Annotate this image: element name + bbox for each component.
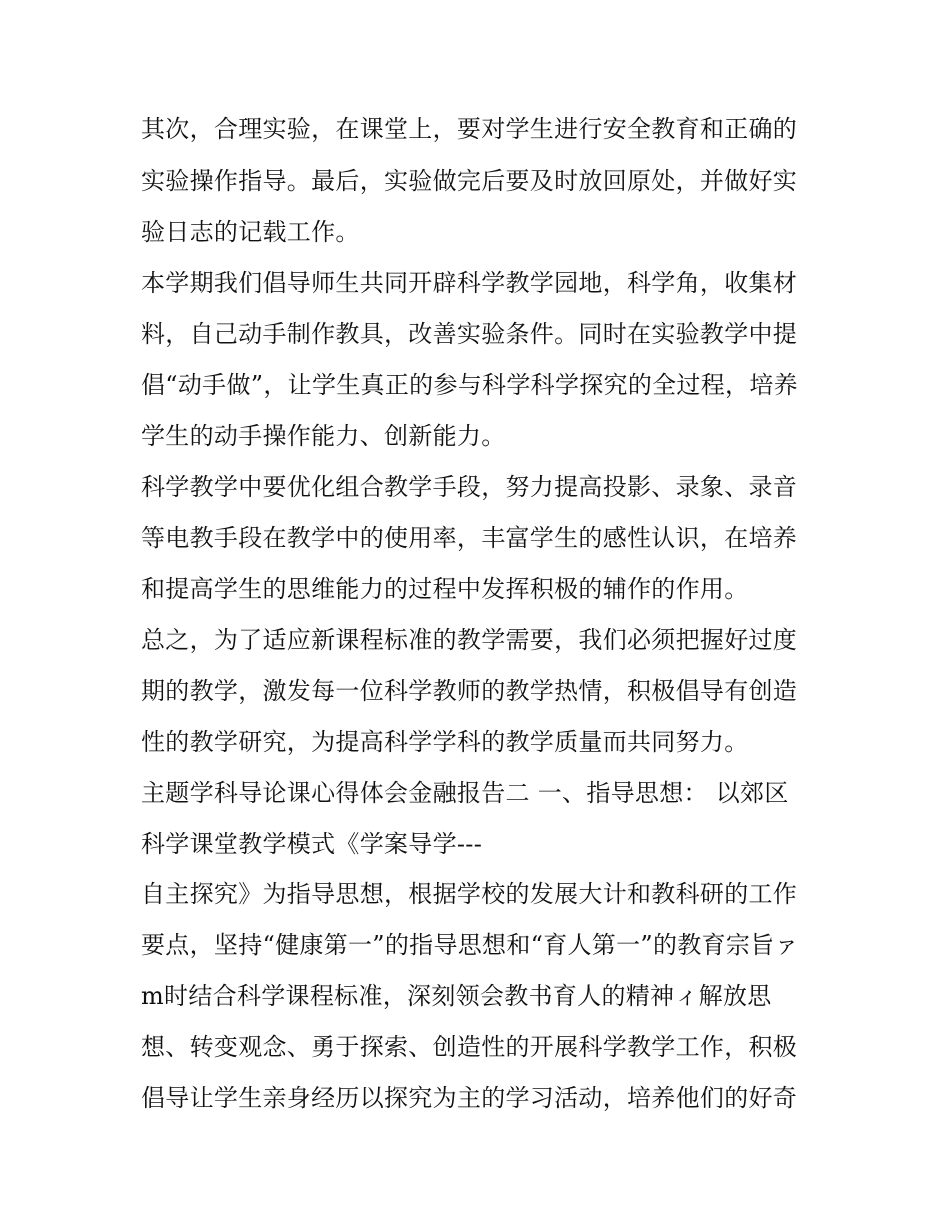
text-line: 期的教学，激发每一位科学教师的教学热情，积极倡导有创造 — [141, 677, 798, 705]
text-line: 倡“动手做”，让学生真正的参与科学科学探究的全过程，培养 — [141, 371, 798, 399]
text-line: 科学教学中要优化组合教学手段，努力提高投影、录象、录音 — [141, 473, 798, 501]
text-line: 验日志的记载工作。 — [141, 218, 360, 246]
text-line: 料，自己动手制作教具，改善实验条件。同时在实验教学中提 — [141, 320, 798, 348]
text-line: 主题学科导论课心得体会金融报告二 一、指导思想： 以郊区 — [141, 779, 789, 807]
text-line: 学生的动手操作能力、创新能力。 — [141, 422, 506, 450]
text-line: 自主探究》为指导思想，根据学校的发展大计和教科研的工作 — [141, 880, 798, 908]
text-line: 其次，合理实验，在课堂上，要对学生进行安全教育和正确的 — [141, 115, 798, 143]
text-line: 和提高学生的思维能力的过程中发挥积极的辅作的作用。 — [141, 575, 749, 603]
text-line: m时结合科学课程标准，深刻领会教书育人的精神ィ解放思 — [141, 982, 772, 1010]
text-line: 实验操作指导。最后，实验做完后要及时放回原处，并做好实 — [141, 167, 798, 195]
text-line: 等电教手段在教学中的使用率，丰富学生的感性认识，在培养 — [141, 524, 798, 552]
text-line: 想、转变观念、勇于探索、创造性的开展科学教学工作，积极 — [141, 1033, 798, 1061]
text-line: 倡导让学生亲身经历以探究为主的学习活动，培养他们的好奇 — [141, 1084, 798, 1112]
text-line: 性的教学研究，为提高科学学科的教学质量而共同努力。 — [141, 728, 749, 756]
text-line: 科学课堂教学模式《学案导学--- — [141, 830, 483, 858]
text-line: 要点，坚持“健康第一”的指导思想和“育人第一”的教育宗旨ァ — [141, 931, 799, 959]
text-line: 本学期我们倡导师生共同开辟科学教学园地，科学角，收集材 — [141, 269, 798, 297]
text-line: 总之，为了适应新课程标准的教学需要，我们必须把握好过度 — [141, 626, 798, 654]
